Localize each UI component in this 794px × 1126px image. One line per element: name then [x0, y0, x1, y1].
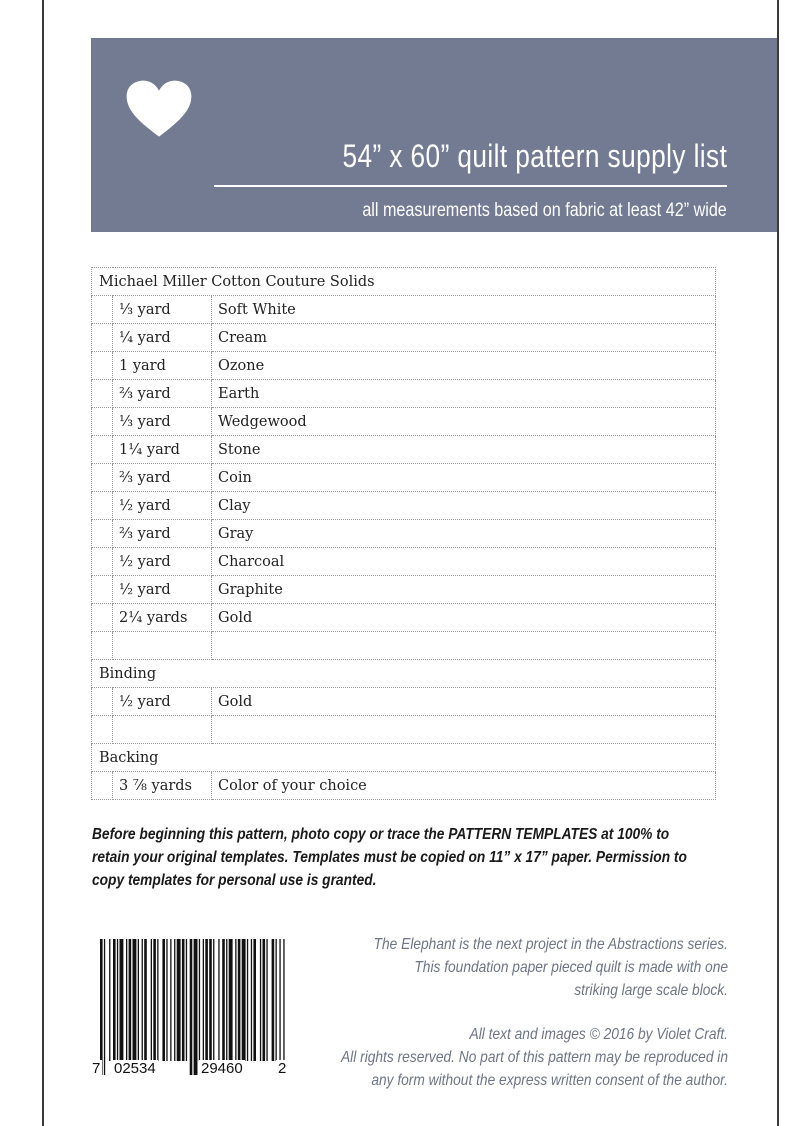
- copy-instructions: [92, 823, 687, 892]
- barcode-bar: [174, 939, 175, 1061]
- table-row: [92, 548, 716, 576]
- color-cell: Cream: [212, 324, 716, 352]
- barcode-right-digits: 29460: [201, 1060, 243, 1077]
- barcode-bar: [190, 939, 193, 1075]
- empty-row: [92, 716, 716, 744]
- barcode-bar: [100, 939, 103, 1075]
- color-cell: Ozone: [212, 352, 716, 380]
- barcode-bar: [166, 939, 167, 1061]
- section-header-row: [92, 660, 716, 688]
- page-border-right: [777, 0, 779, 1126]
- quantity-cell: ½ yard: [113, 492, 212, 520]
- barcode-bar: [205, 939, 208, 1061]
- barcode-bar: [133, 939, 137, 1061]
- barcode-bar: [226, 939, 227, 1061]
- page-subtitle: all measurements based on fabric at least 42” wide: [362, 200, 727, 221]
- barcode-first-digit: 7: [92, 1060, 101, 1077]
- quantity-cell: ½ yard: [113, 688, 212, 716]
- empty-row: [92, 632, 716, 660]
- barcode-bar: [151, 939, 152, 1061]
- barcode-bar: [194, 939, 198, 1075]
- barcode-bar: [153, 939, 156, 1061]
- section-label: Michael Miller Cotton Couture Solids: [92, 268, 716, 296]
- quantity-cell: ½ yard: [113, 576, 212, 604]
- color-cell: Coin: [212, 464, 716, 492]
- copyright-line: All text and images © 2016 by Violet Craft.: [469, 1026, 728, 1043]
- description-line: This foundation paper pieced quilt is made with one: [414, 959, 728, 976]
- quantity-cell: ⅓ yard: [113, 296, 212, 324]
- supply-table: [91, 267, 716, 800]
- barcode-bar: [235, 939, 236, 1061]
- instruction-line: Before beginning this pattern, photo copy or trace the PATTERN TEMPLATES at 100% to: [92, 826, 670, 843]
- barcode-bar: [117, 939, 118, 1061]
- copyright-line: All rights reserved. No part of this pattern may be reproduced in: [341, 1049, 728, 1066]
- page-border-left: [42, 0, 44, 1126]
- color-cell: Color of your choice: [212, 772, 716, 800]
- color-cell: Gray: [212, 520, 716, 548]
- copyright-line: any form without the express written consent of the author.: [371, 1072, 728, 1089]
- table-row: [92, 408, 716, 436]
- quantity-cell: ⅓ yard: [113, 408, 212, 436]
- series-description: [248, 933, 728, 1002]
- color-cell: Charcoal: [212, 548, 716, 576]
- barcode-bar: [144, 939, 147, 1061]
- barcode-bar: [109, 939, 110, 1061]
- quantity-cell: 3 ⅞ yards: [113, 772, 212, 800]
- barcode-bar: [170, 939, 171, 1061]
- table-row: [92, 576, 716, 604]
- page-title: 54” x 60” quilt pattern supply list: [342, 138, 727, 174]
- heart-icon: [125, 80, 193, 138]
- quantity-cell: ⅔ yard: [113, 380, 212, 408]
- table-row: [92, 492, 716, 520]
- color-cell: Clay: [212, 492, 716, 520]
- table-row: [92, 772, 716, 800]
- color-cell: Soft White: [212, 296, 716, 324]
- table-row: [92, 352, 716, 380]
- quantity-cell: ⅔ yard: [113, 520, 212, 548]
- quantity-cell: ⅔ yard: [113, 464, 212, 492]
- title-divider: [214, 185, 727, 187]
- header-banner: [91, 38, 777, 232]
- section-label: Binding: [92, 660, 716, 688]
- color-cell: Stone: [212, 436, 716, 464]
- barcode-bar: [242, 939, 246, 1061]
- barcode-bar: [113, 939, 116, 1061]
- copyright-notice: [248, 1023, 728, 1092]
- barcode-bar: [203, 939, 204, 1061]
- table-row: [92, 296, 716, 324]
- barcode-left-digits: 02534: [114, 1060, 156, 1077]
- barcode-last-digit: 2: [278, 1060, 287, 1077]
- instruction-line: copy templates for personal use is granted.: [92, 872, 377, 889]
- section-label: Backing: [92, 744, 716, 772]
- barcode-bar: [182, 939, 185, 1061]
- color-cell: Gold: [212, 688, 716, 716]
- barcode-bar: [129, 939, 132, 1061]
- barcode-bar: [238, 939, 241, 1061]
- barcode-bar: [229, 939, 233, 1061]
- barcode-bar: [209, 939, 212, 1061]
- barcode-bar: [157, 939, 158, 1061]
- barcode-bar: [213, 939, 214, 1061]
- barcode-bar: [218, 939, 219, 1061]
- quantity-cell: 1¼ yard: [113, 436, 212, 464]
- description-line: striking large scale block.: [574, 982, 728, 999]
- barcode-bar: [120, 939, 124, 1061]
- barcode-bar: [142, 939, 143, 1061]
- table-row: [92, 436, 716, 464]
- barcode-bar: [126, 939, 127, 1061]
- section-header-row: [92, 744, 716, 772]
- barcode-bar: [222, 939, 225, 1061]
- table-row: [92, 688, 716, 716]
- color-cell: Graphite: [212, 576, 716, 604]
- quantity-cell: 2¼ yards: [113, 604, 212, 632]
- barcode-bar: [186, 939, 187, 1061]
- quantity-cell: 1 yard: [113, 352, 212, 380]
- instruction-line: retain your original templates. Templates must be copied on 11” x 17” paper. Permission to: [92, 849, 687, 866]
- barcode-bar: [162, 939, 165, 1061]
- barcode-bar: [177, 939, 181, 1061]
- table-row: [92, 380, 716, 408]
- barcode-bar: [104, 939, 105, 1075]
- description-line: The Elephant is the next project in the Abstractions series.: [373, 936, 728, 953]
- table-row: [92, 520, 716, 548]
- table-row: [92, 604, 716, 632]
- table-row: [92, 324, 716, 352]
- barcode-bar: [138, 939, 139, 1061]
- section-header-row: [92, 268, 716, 296]
- color-cell: Earth: [212, 380, 716, 408]
- barcode-bar: [199, 939, 200, 1061]
- color-cell: Wedgewood: [212, 408, 716, 436]
- table-row: [92, 464, 716, 492]
- quantity-cell: ¼ yard: [113, 324, 212, 352]
- color-cell: Gold: [212, 604, 716, 632]
- quantity-cell: ½ yard: [113, 548, 212, 576]
